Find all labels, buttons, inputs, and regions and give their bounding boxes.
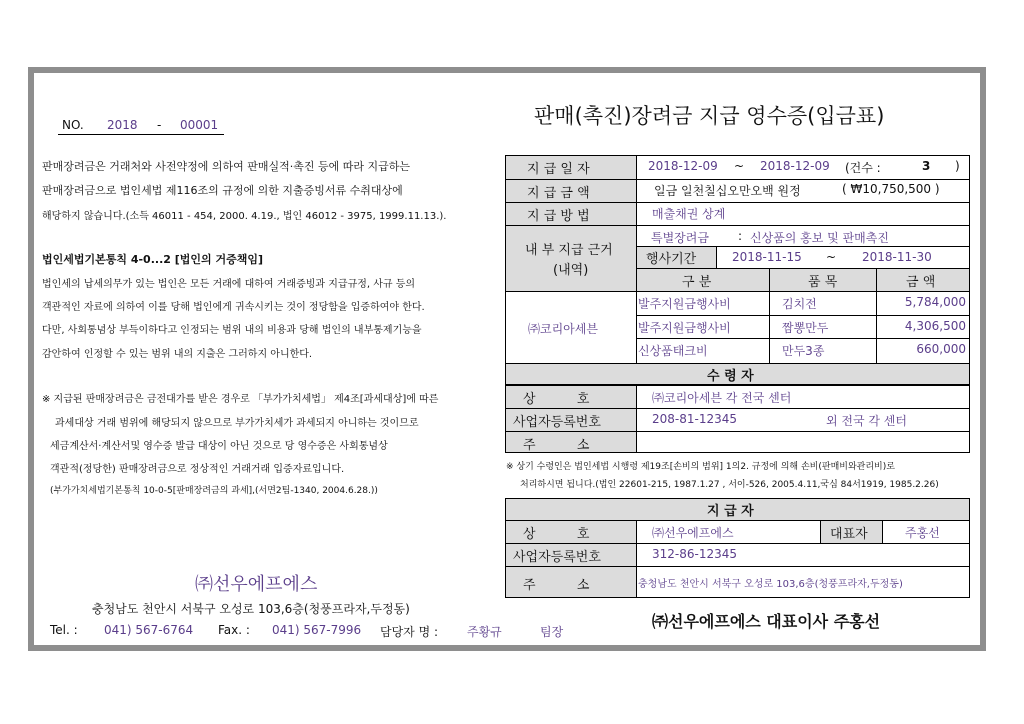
amount-text: 일금 일천칠십오만오백 원정 <box>654 184 801 198</box>
note-line-2: 과세대상 거래 범위에 해당되지 않으므로 부가가치세가 과세되지 아니하는 것이므로 <box>55 418 419 429</box>
count-label: (건수 : <box>845 161 881 175</box>
payer-table-border <box>505 498 970 598</box>
grid-line <box>505 291 970 292</box>
note-line-1: ※ 지급된 판매장려금은 금전대가를 받은 경우로 「부가가치세법」 제4조[과세대상]에 따른 <box>42 394 439 405</box>
recipient-header-label: 수 령 자 <box>707 369 754 384</box>
payer-name-label: 상 호 <box>523 527 590 542</box>
item-2-product: 짬뽕만두 <box>782 321 829 335</box>
doc-no-label: NO. <box>62 118 84 132</box>
grid-line <box>505 566 970 567</box>
law-body-3: 다만, 사회통념상 부득이하다고 인정되는 범위 내의 비용과 당해 법인의 내부통제기능을 <box>42 325 422 336</box>
payer-address: 충청남도 천안시 서북구 오성로 103,6층(청풍프라자,두정동) <box>638 579 903 590</box>
doc-no-underline <box>58 134 224 135</box>
customer-name: ㈜코리아세븐 <box>528 322 598 336</box>
recipient-reg: 208-81-12345 <box>652 412 738 426</box>
date-to: 2018-12-09 <box>760 159 830 173</box>
manager-name: 주황규 <box>467 625 502 639</box>
grid-line <box>636 246 970 247</box>
note-line-3: 세금계산서·계산서및 영수증 발급 대상이 아닌 것으로 당 영수증은 사회통념상 <box>50 441 388 452</box>
recipient-reg-extra: 외 전국 각 센터 <box>826 414 907 428</box>
manager-label: 담당자 명 : <box>380 625 439 639</box>
tel-value: 041) 567-6764 <box>104 623 194 637</box>
intro-line-3: 해당하지 않습니다.(소득 46011 - 454, 2000. 4.19., 법인 46012 - 3975, 1999.11.13.). <box>42 211 447 222</box>
grid-line <box>505 179 970 180</box>
recipient-reg-label: 사업자등록번호 <box>513 415 601 430</box>
recipient-name: ㈜코리아세븐 각 전국 센터 <box>652 391 792 405</box>
law-body-1: 법인세의 납세의무가 있는 법인은 모든 거래에 대하여 거래증빙과 지급규정, 사규 등의 <box>42 279 416 290</box>
tel-label: Tel. : <box>50 623 78 637</box>
item-3-category: 신상품태크비 <box>638 344 708 358</box>
basis-sub-label: (내역) <box>553 263 589 278</box>
basis-type: 특별장려금 <box>651 231 709 245</box>
doc-no-serial: 00001 <box>180 118 219 132</box>
doc-no-dash: - <box>157 118 162 132</box>
fax-value: 041) 567-7996 <box>272 623 362 637</box>
grid-line <box>505 202 970 203</box>
grid-line <box>820 520 821 543</box>
items-header-category: 구 분 <box>682 275 712 290</box>
item-2-category: 발주지원금행사비 <box>638 321 731 335</box>
grid-line <box>636 385 637 453</box>
recipient-note-2: 처리하시면 됩니다.(법인 22601-215, 1987.1.27 , 서이-526, 2005.4.11,국심 84서1919, 1985.2.26) <box>520 480 939 490</box>
payer-rep-label: 대표자 <box>830 527 868 542</box>
date-label: 지 급 일 자 <box>527 162 590 177</box>
payer-reg: 312-86-12345 <box>652 547 738 561</box>
grid-line <box>716 246 717 268</box>
item-1-product: 김치전 <box>782 297 817 311</box>
note-line-4: 객관적(정당한) 판매장려금으로 정상적인 거래거래 입증자료입니다. <box>50 464 345 475</box>
signature: ㈜선우에프에스 대표이사 주홍선 <box>652 612 881 631</box>
grid-line <box>505 385 970 386</box>
payment-table-border <box>505 155 970 385</box>
grid-line <box>636 155 637 363</box>
note-line-5: (부가가치세법기본통칙 10-0-5[판매장려금의 과세],(서면2팀-1340, 2004.6.28.)) <box>50 486 378 496</box>
item-3-product: 만두3종 <box>782 344 825 358</box>
basis-colon: : <box>738 229 743 243</box>
period-from: 2018-11-15 <box>732 250 802 264</box>
count-close: ) <box>955 159 960 173</box>
fax-label: Fax. : <box>218 623 250 637</box>
grid-line <box>505 543 970 544</box>
basis-desc: 신상품의 홍보 및 판매촉진 <box>750 231 889 245</box>
grid-line <box>876 268 877 363</box>
law-body-4: 감안하여 인정할 수 있는 범위 내의 지출은 그러하지 아니한다. <box>42 349 313 360</box>
manager-title: 팀장 <box>540 625 564 639</box>
method-label: 지 급 방 법 <box>527 209 590 224</box>
grid-line <box>636 315 970 316</box>
basis-label: 내 부 지급 근거 <box>525 243 613 258</box>
grid-line <box>769 268 770 363</box>
period-tilde: ~ <box>826 250 837 264</box>
grid-line <box>636 338 970 339</box>
amount-number: ( ₩10,750,500 ) <box>842 182 940 196</box>
law-body-2: 객관적인 자료에 의하여 이를 당해 법인에게 귀속시키는 것이 정당함을 입증하여야 한다. <box>42 302 425 313</box>
doc-no-year: 2018 <box>107 118 138 132</box>
grid-line <box>636 268 970 269</box>
grid-line <box>505 225 970 226</box>
items-header-amount: 금 액 <box>906 275 936 290</box>
payer-rep: 주홍선 <box>905 526 940 540</box>
payer-name: ㈜선우에프에스 <box>652 526 734 540</box>
amount-label: 지 급 금 액 <box>527 186 590 201</box>
item-3-amount: 660,000 <box>916 342 966 356</box>
recipient-name-label: 상 호 <box>523 392 590 407</box>
document-title: 판매(촉진)장려금 지급 영수증(입금표) <box>534 104 885 128</box>
payer-header-label: 지 급 자 <box>707 504 754 519</box>
intro-line-1: 판매장려금은 거래처와 사전약정에 의하여 판매실적·촉진 등에 따라 지급하는 <box>42 160 411 173</box>
grid-line <box>505 408 970 409</box>
recipient-addr-label: 주 소 <box>523 438 590 453</box>
count-value: 3 <box>922 159 931 173</box>
grid-line <box>505 520 970 521</box>
grid-line <box>882 520 883 543</box>
method-value: 매출채권 상계 <box>652 207 726 221</box>
issuer-name: ㈜선우에프에스 <box>195 574 318 595</box>
law-heading: 법인세법기본통칙 4-0...2 [법인의 거증책임] <box>42 253 263 266</box>
grid-line <box>636 520 637 598</box>
item-1-amount: 5,784,000 <box>904 295 966 309</box>
period-label: 행사기간 <box>646 252 697 267</box>
date-from: 2018-12-09 <box>648 159 718 173</box>
date-tilde: ~ <box>734 159 745 173</box>
item-1-category: 발주지원금행사비 <box>638 297 731 311</box>
payer-reg-label: 사업자등록번호 <box>513 550 601 565</box>
issuer-address: 충청남도 천안시 서북구 오성로 103,6층(청풍프라자,두정동) <box>92 602 410 616</box>
grid-line <box>505 431 970 432</box>
recipient-note-1: ※ 상기 수령인은 법인세법 시행령 제19조[손비의 범위] 1의2. 규정에 의해 손비(판매비와관리비)로 <box>506 462 895 472</box>
payer-addr-label: 주 소 <box>523 578 590 593</box>
items-header-product: 품 목 <box>808 275 838 290</box>
item-2-amount: 4,306,500 <box>904 319 966 333</box>
period-to: 2018-11-30 <box>862 250 932 264</box>
intro-line-2: 판매장려금으로 법인세법 제116조의 규정에 의한 지출증빙서류 수취대상에 <box>42 184 403 197</box>
